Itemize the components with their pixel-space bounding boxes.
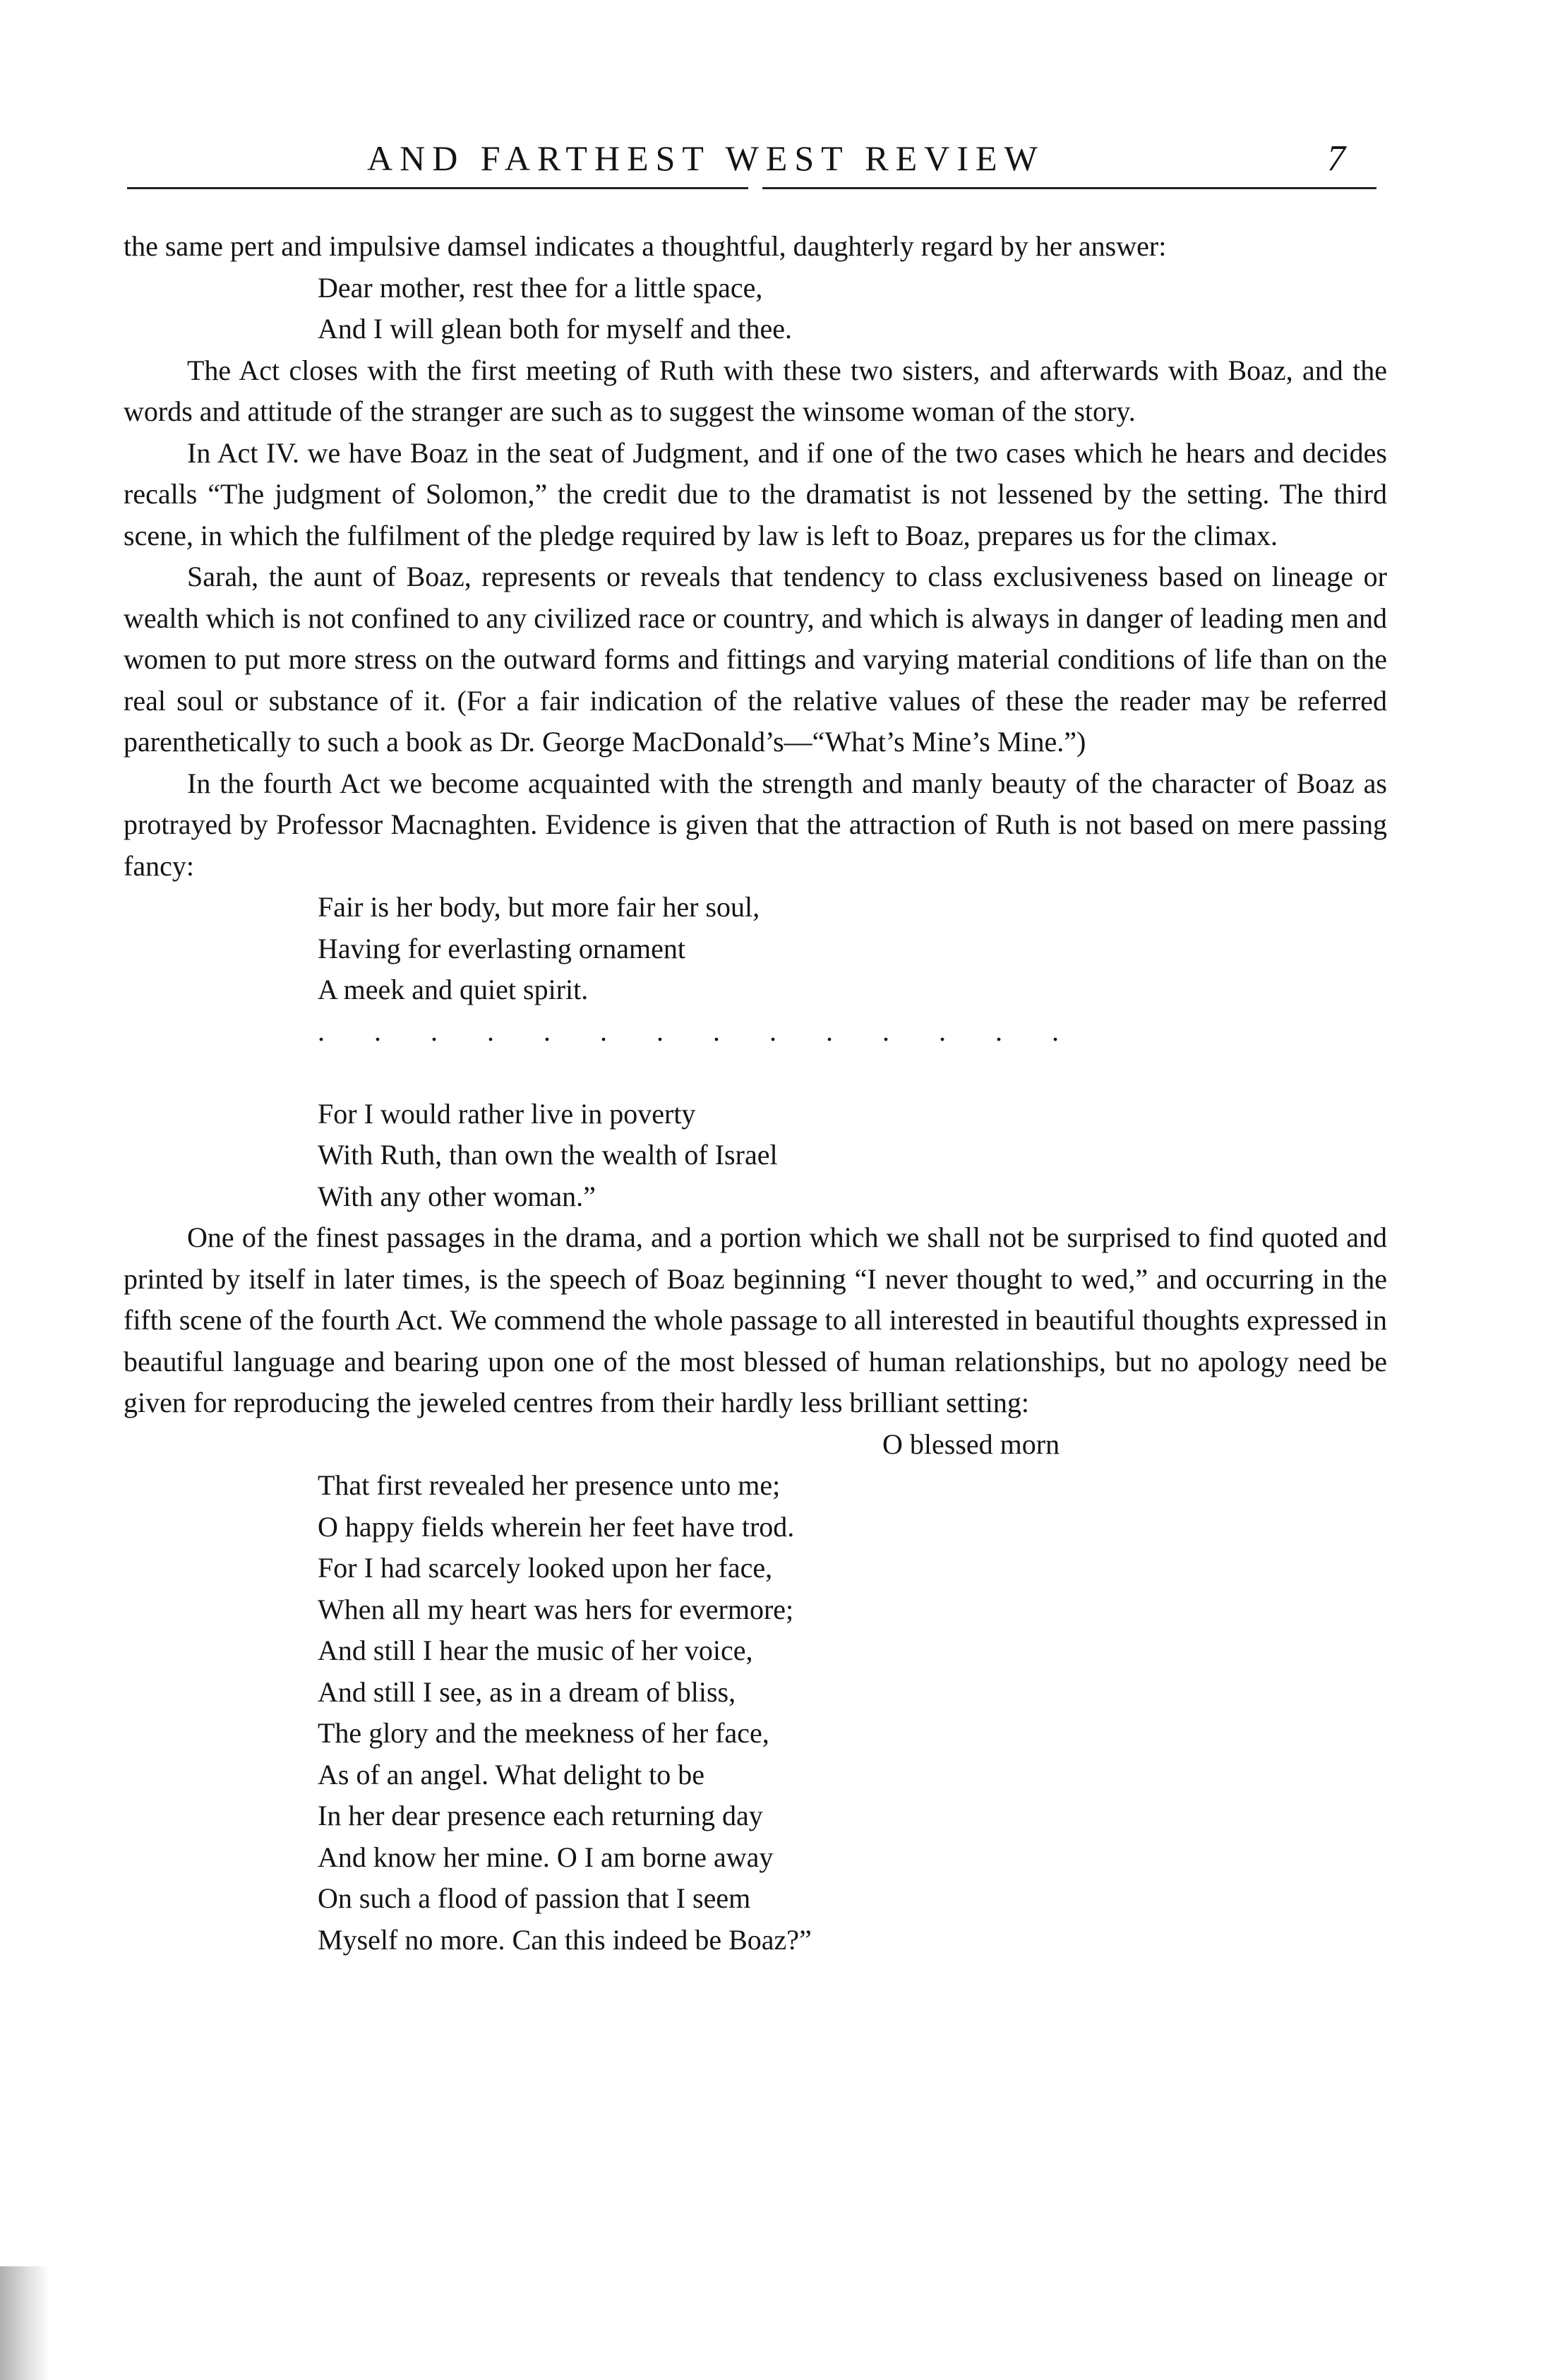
verse-line: Myself no more. Can this indeed be Boaz?” <box>318 1923 812 1956</box>
verse-line: And still I hear the music of her voice, <box>318 1634 753 1666</box>
header-rule <box>127 187 748 189</box>
verse-line: Fair is her body, but more fair her soul, <box>318 891 760 923</box>
verse-line: With any other woman.” <box>318 1180 596 1212</box>
verse-line: And know her mine. O I am borne away <box>318 1841 774 1873</box>
verse-quote <box>124 268 1387 350</box>
verse-line: Having for everlasting ornament <box>318 932 685 964</box>
verse-quote <box>124 1424 1387 1961</box>
verse-line: O blessed morn <box>882 1428 1060 1460</box>
verse-line: With Ruth, than own the wealth of Israel <box>318 1139 778 1171</box>
verse-quote <box>124 887 1387 1217</box>
running-header <box>0 138 1560 194</box>
verse-gap <box>124 1052 1387 1094</box>
verse-line: As of an angel. What delight to be <box>318 1758 705 1790</box>
verse-line: That first revealed her presence unto me; <box>318 1469 781 1501</box>
verse-line: A meek and quiet spirit. <box>318 974 589 1005</box>
article-body <box>124 226 1387 1961</box>
verse-line: The glory and the meekness of her face, <box>318 1717 769 1749</box>
verse-line: For I would rather live in poverty <box>318 1097 696 1130</box>
header-rule <box>762 187 1376 189</box>
verse-line: When all my heart was hers for evermore; <box>318 1593 794 1625</box>
paragraph: In the fourth Act we become acquainted with the strength and manly beauty of the character of Boaz as protrayed by Professor Macnaghten. Evidence is given that the attraction of Ruth is not based on mere passing fancy: <box>124 767 1387 882</box>
verse-line: And I will glean both for myself and thee. <box>318 313 793 345</box>
verse-line: And still I see, as in a dream of bliss, <box>318 1675 736 1708</box>
ellipsis-separator: . . . . . . . . . . . . . . <box>318 1015 1080 1047</box>
running-title: AND FARTHEST WEST REVIEW <box>367 138 1045 178</box>
verse-line: For I had scarcely looked upon her face, <box>318 1552 773 1584</box>
paragraph: the same pert and impulsive damsel indicates a thoughtful, daughterly regard by her answer: <box>124 230 1167 262</box>
paragraph: One of the finest passages in the drama, and a portion which we shall not be surprised to find quoted and printed by itself in later times, is the speech of Boaz beginning “I never thought to wed,” and occurring in the fifth scene of the fourth Act. We commend the whole passage to all interested in beautiful thoughts expressed in beautiful language and bearing upon one of the most blessed of human relationships, but no apology need be given for reproducing the jeweled centres from their hardly less brilliant setting: <box>124 1221 1387 1418</box>
paragraph: In Act IV. we have Boaz in the seat of Judgment, and if one of the two cases which he hears and decides recalls “The judgment of Solomon,” the credit due to the dramatist is not lessened by the setting. The third scene, in which the fulfilment of the pledge required by law is left to Boaz, prepares us for the climax. <box>124 436 1387 551</box>
scan-edge-mark <box>0 2266 49 2380</box>
paragraph: The Act closes with the first meeting of Ruth with these two sisters, and afterwards with Boaz, and the words and attitude of the stranger are such as to suggest the winsome woman of the story. <box>124 354 1387 427</box>
paragraph: Sarah, the aunt of Boaz, represents or reveals that tendency to class exclusiveness based on lineage or wealth which is not confined to any civilized race or country, and which is always in danger of leading men and women to put more stress on the outward forms and fittings and varying material conditions of life than on the real soul or substance of it. (For a fair indication of the relative values of these the reader may be referred parenthetically to such a book as Dr. George MacDonald’s—“What’s Mine’s Mine.”) <box>124 561 1387 758</box>
page-number: 7 <box>1327 138 1345 179</box>
verse-line: On such a flood of passion that I seem <box>318 1882 751 1914</box>
verse-line: O happy fields wherein her feet have trod. <box>318 1510 795 1543</box>
verse-line: Dear mother, rest thee for a little space, <box>318 271 763 304</box>
verse-line: In her dear presence each returning day <box>318 1800 763 1831</box>
